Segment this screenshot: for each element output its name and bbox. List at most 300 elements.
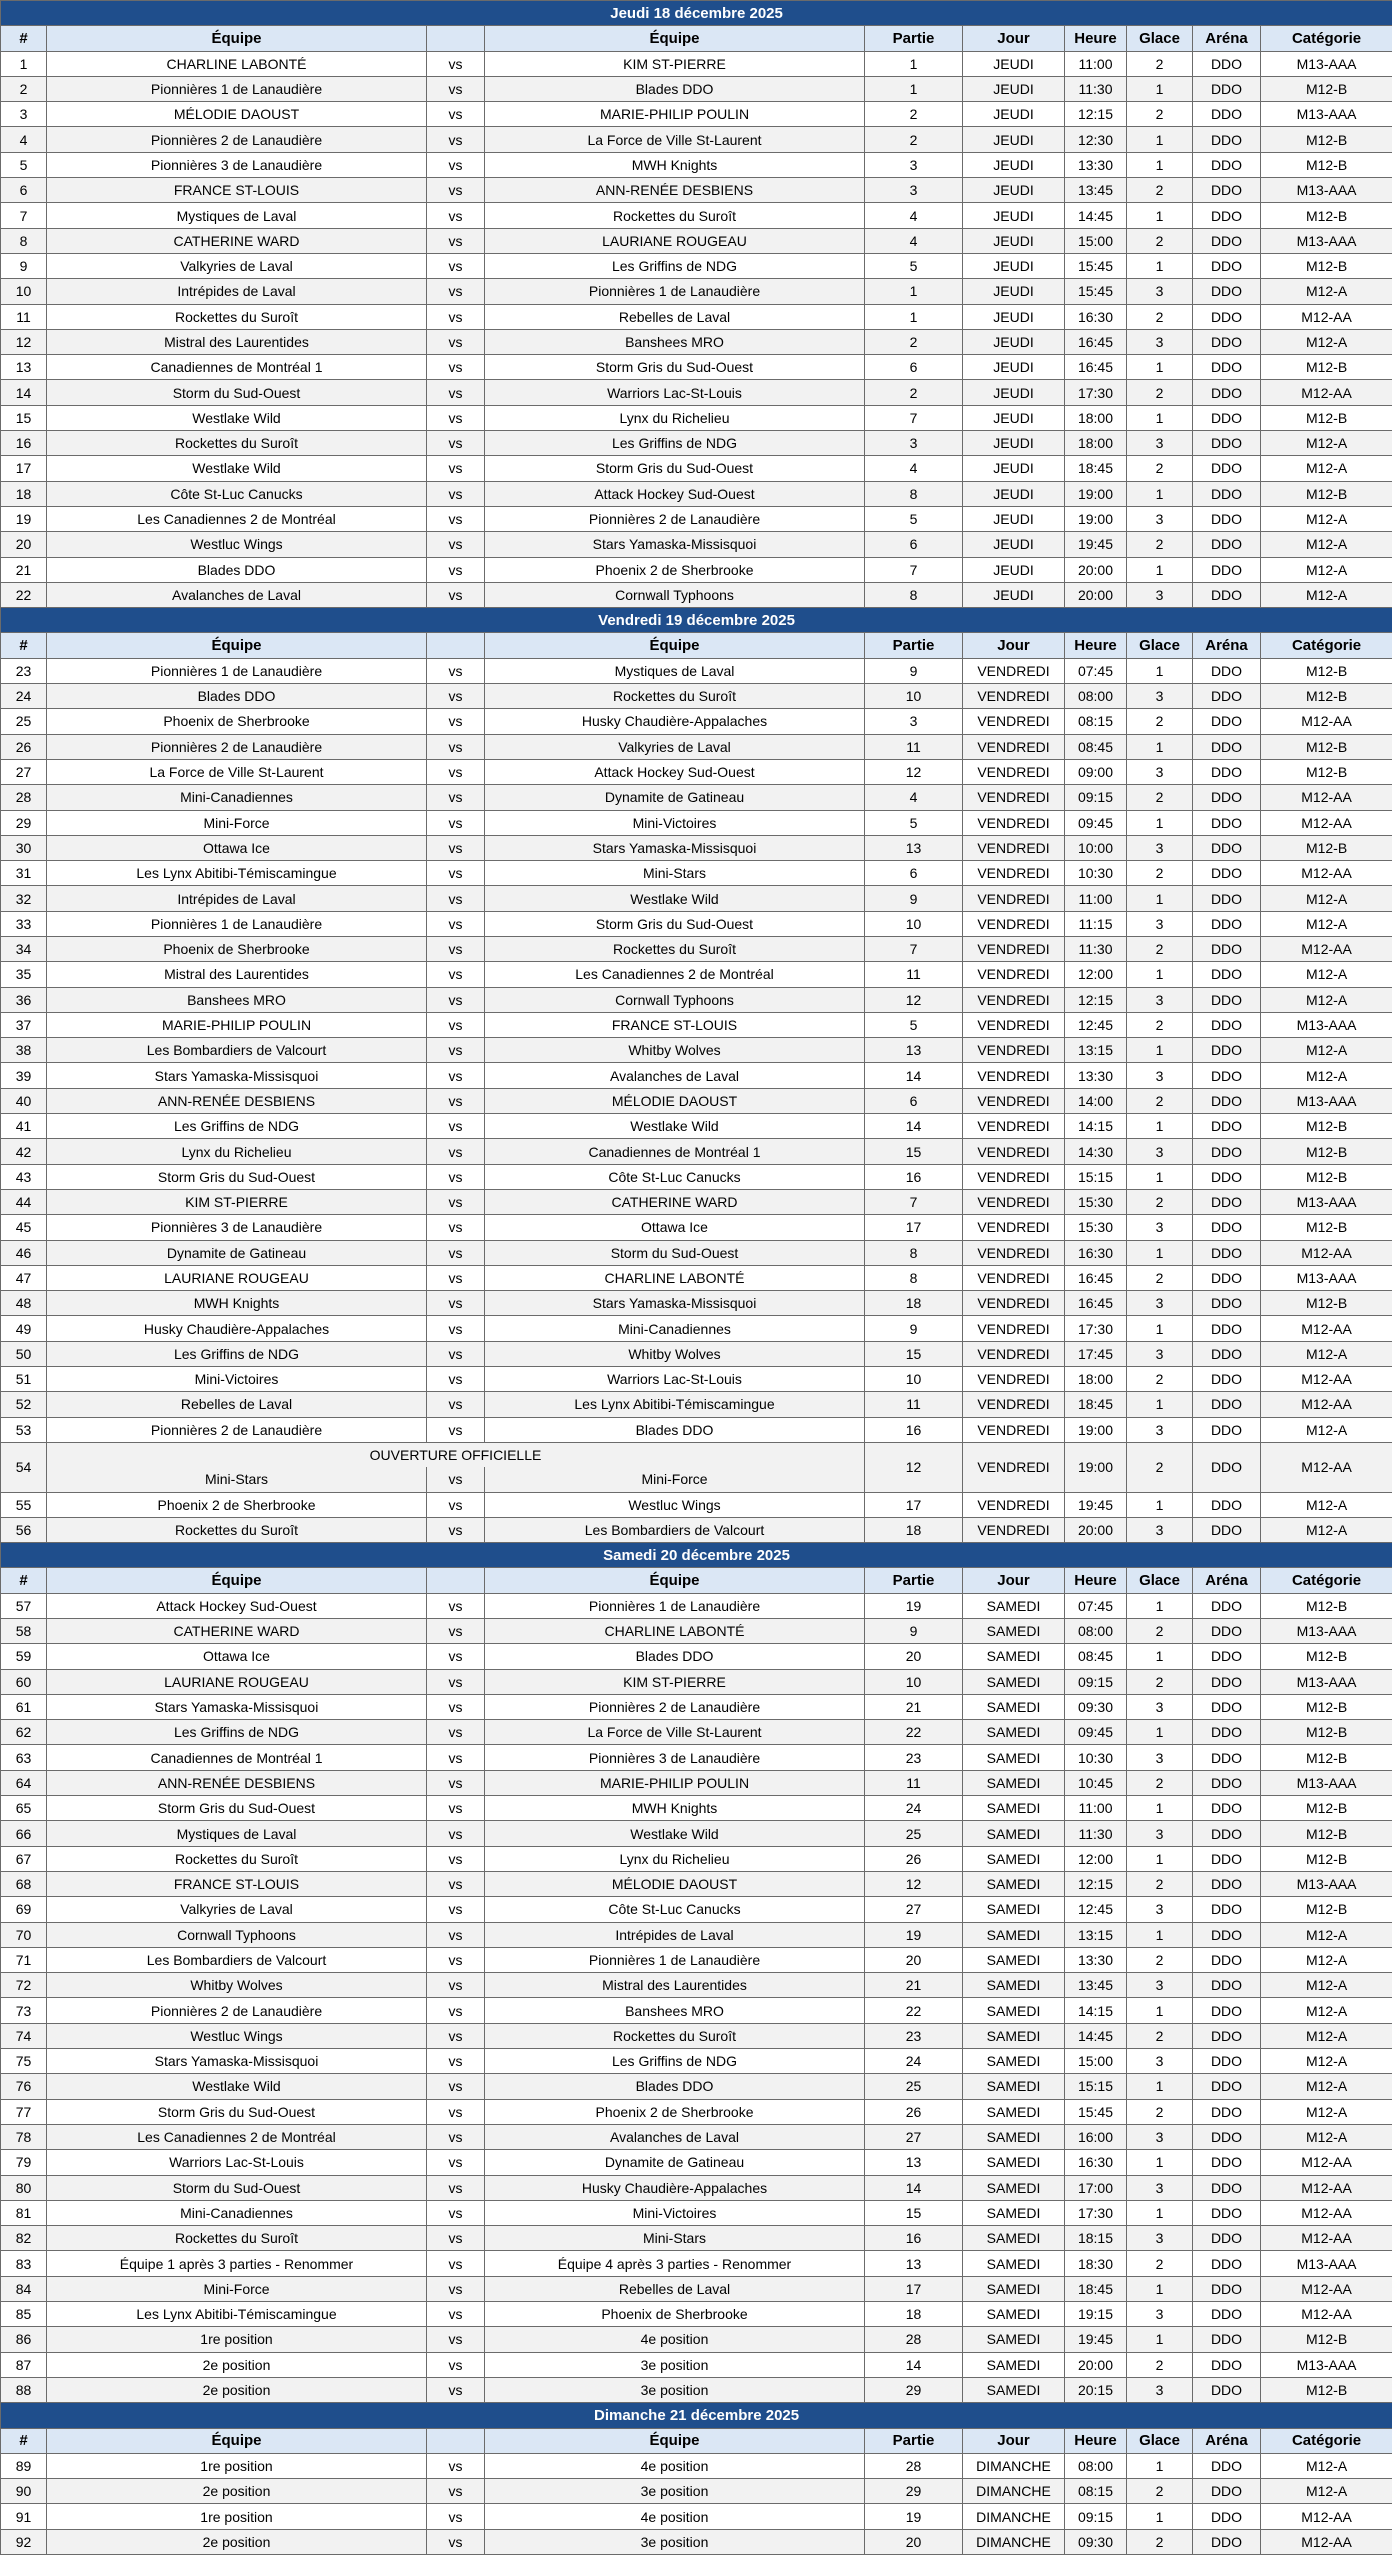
- game-partie: 9: [865, 658, 963, 683]
- home-team: Pionnières 1 de Lanaudière: [47, 911, 427, 936]
- category: M12-B: [1261, 355, 1392, 380]
- ice-number: 3: [1127, 2124, 1193, 2149]
- category: M12-B: [1261, 1593, 1392, 1618]
- column-header-home: Équipe: [47, 2428, 427, 2453]
- category: M12-B: [1261, 1821, 1392, 1846]
- home-team: Pionnières 2 de Lanaudière: [47, 127, 427, 152]
- game-time: 14:00: [1065, 1088, 1127, 1113]
- game-day: VENDREDI: [963, 911, 1065, 936]
- game-day: VENDREDI: [963, 658, 1065, 683]
- category: M12-A: [1261, 2023, 1392, 2048]
- game-day: VENDREDI: [963, 1367, 1065, 1392]
- game-time: 20:00: [1065, 1517, 1127, 1542]
- arena-name: DDO: [1193, 1240, 1261, 1265]
- away-team: Les Bombardiers de Valcourt: [485, 1517, 865, 1542]
- away-team: Avalanches de Laval: [485, 1063, 865, 1088]
- game-time: 12:15: [1065, 987, 1127, 1012]
- vs-label: vs: [427, 355, 485, 380]
- game-partie: 16: [865, 1417, 963, 1442]
- away-team: Whitby Wolves: [485, 1038, 865, 1063]
- ice-number: 1: [1127, 405, 1193, 430]
- home-team: Warriors Lac-St-Louis: [47, 2150, 427, 2175]
- ice-number: 3: [1127, 329, 1193, 354]
- home-team: Ottawa Ice: [47, 1644, 427, 1669]
- home-team: Valkyries de Laval: [47, 253, 427, 278]
- game-partie: 1: [865, 279, 963, 304]
- table-row: [1, 178, 1392, 203]
- vs-label: vs: [427, 1367, 485, 1392]
- game-partie: 26: [865, 2099, 963, 2124]
- ice-number: 2: [1127, 2023, 1193, 2048]
- table-row: [1, 1367, 1392, 1392]
- arena-name: DDO: [1193, 1215, 1261, 1240]
- day-header-row: [1, 1, 1392, 26]
- game-time: 08:00: [1065, 1619, 1127, 1644]
- ice-number: 2: [1127, 936, 1193, 961]
- game-day: JEUDI: [963, 279, 1065, 304]
- vs-label: vs: [427, 1240, 485, 1265]
- home-team: Rebelles de Laval: [47, 1392, 427, 1417]
- vs-label: vs: [427, 1417, 485, 1442]
- game-partie: 19: [865, 1593, 963, 1618]
- ice-number: 3: [1127, 1694, 1193, 1719]
- game-day: SAMEDI: [963, 2099, 1065, 2124]
- away-team: Stars Yamaska-Missisquoi: [485, 1291, 865, 1316]
- game-time: 12:00: [1065, 962, 1127, 987]
- game-partie: 17: [865, 1492, 963, 1517]
- ice-number: 3: [1127, 1341, 1193, 1366]
- table-row: [1, 102, 1392, 127]
- away-team: Husky Chaudière-Appalaches: [485, 709, 865, 734]
- game-number: 29: [1, 810, 47, 835]
- ice-number: 3: [1127, 1973, 1193, 1998]
- game-partie: 26: [865, 1846, 963, 1871]
- away-team: Cornwall Typhoons: [485, 582, 865, 607]
- away-team: CATHERINE WARD: [485, 1189, 865, 1214]
- game-day: VENDREDI: [963, 1139, 1065, 1164]
- game-number: 81: [1, 2200, 47, 2225]
- column-header-heure: Heure: [1065, 633, 1127, 658]
- vs-label: vs: [427, 2377, 485, 2402]
- vs-label: vs: [427, 2023, 485, 2048]
- game-partie: 13: [865, 1038, 963, 1063]
- away-team: Lynx du Richelieu: [485, 1846, 865, 1871]
- vs-label: vs: [427, 911, 485, 936]
- game-time: 13:30: [1065, 1947, 1127, 1972]
- table-row: [1, 355, 1392, 380]
- game-partie: 15: [865, 2200, 963, 2225]
- arena-name: DDO: [1193, 1392, 1261, 1417]
- game-time: 13:45: [1065, 1973, 1127, 1998]
- game-partie: 11: [865, 1770, 963, 1795]
- game-time: 19:45: [1065, 2327, 1127, 2352]
- game-partie: 3: [865, 709, 963, 734]
- game-number: 42: [1, 1139, 47, 1164]
- game-time: 11:15: [1065, 911, 1127, 936]
- category: M13-AAA: [1261, 1088, 1392, 1113]
- game-day: JEUDI: [963, 203, 1065, 228]
- game-time: 09:15: [1065, 2504, 1127, 2529]
- home-team: Les Bombardiers de Valcourt: [47, 1947, 427, 1972]
- vs-label: vs: [427, 1038, 485, 1063]
- game-number: 54: [1, 1442, 47, 1492]
- game-number: 12: [1, 329, 47, 354]
- game-day: JEUDI: [963, 557, 1065, 582]
- arena-name: DDO: [1193, 1164, 1261, 1189]
- arena-name: DDO: [1193, 1442, 1261, 1492]
- game-time: 18:00: [1065, 431, 1127, 456]
- game-number: 83: [1, 2251, 47, 2276]
- game-number: 61: [1, 1694, 47, 1719]
- game-partie: 21: [865, 1973, 963, 1998]
- table-row: [1, 911, 1392, 936]
- table-row: [1, 1291, 1392, 1316]
- game-partie: 4: [865, 785, 963, 810]
- game-time: 12:00: [1065, 1846, 1127, 1871]
- table-row: [1, 1038, 1392, 1063]
- vs-label: vs: [427, 785, 485, 810]
- arena-name: DDO: [1193, 1821, 1261, 1846]
- column-header-away: Équipe: [485, 26, 865, 51]
- arena-name: DDO: [1193, 1720, 1261, 1745]
- away-team: Mistral des Laurentides: [485, 1973, 865, 1998]
- home-team: Cornwall Typhoons: [47, 1922, 427, 1947]
- away-team: MARIE-PHILIP POULIN: [485, 1770, 865, 1795]
- category: M12-A: [1261, 911, 1392, 936]
- category: M12-B: [1261, 1114, 1392, 1139]
- category: M13-AAA: [1261, 102, 1392, 127]
- home-team: KIM ST-PIERRE: [47, 1189, 427, 1214]
- game-number: 46: [1, 1240, 47, 1265]
- arena-name: DDO: [1193, 1114, 1261, 1139]
- ice-number: 2: [1127, 178, 1193, 203]
- game-time: 19:45: [1065, 532, 1127, 557]
- game-day: VENDREDI: [963, 810, 1065, 835]
- game-number: 74: [1, 2023, 47, 2048]
- arena-name: DDO: [1193, 51, 1261, 76]
- table-row: [1, 203, 1392, 228]
- game-time: 19:00: [1065, 1417, 1127, 1442]
- column-header-num: #: [1, 633, 47, 658]
- away-team: Les Canadiennes 2 de Montréal: [485, 962, 865, 987]
- home-team: Les Bombardiers de Valcourt: [47, 1038, 427, 1063]
- game-time: 18:45: [1065, 1392, 1127, 1417]
- game-partie: 10: [865, 1367, 963, 1392]
- category: M12-A: [1261, 2453, 1392, 2478]
- table-row: [1, 532, 1392, 557]
- ice-number: 3: [1127, 431, 1193, 456]
- vs-label: vs: [427, 709, 485, 734]
- game-partie: 22: [865, 1720, 963, 1745]
- game-partie: 10: [865, 911, 963, 936]
- column-header-jour: Jour: [963, 633, 1065, 658]
- vs-label: vs: [427, 329, 485, 354]
- arena-name: DDO: [1193, 1644, 1261, 1669]
- category: M12-A: [1261, 987, 1392, 1012]
- home-team: Ottawa Ice: [47, 835, 427, 860]
- game-time: 15:45: [1065, 253, 1127, 278]
- home-team: 1re position: [47, 2327, 427, 2352]
- ice-number: 2: [1127, 1189, 1193, 1214]
- ice-number: 1: [1127, 2276, 1193, 2301]
- vs-label: vs: [427, 1669, 485, 1694]
- home-team: Blades DDO: [47, 684, 427, 709]
- away-team: Westlake Wild: [485, 1821, 865, 1846]
- game-number: 2: [1, 76, 47, 101]
- away-team: Cornwall Typhoons: [485, 987, 865, 1012]
- home-team: Canadiennes de Montréal 1: [47, 1745, 427, 1770]
- game-day: DIMANCHE: [963, 2504, 1065, 2529]
- game-time: 11:00: [1065, 1796, 1127, 1821]
- game-time: 12:15: [1065, 1871, 1127, 1896]
- home-team: Phoenix de Sherbrooke: [47, 709, 427, 734]
- vs-label: vs: [427, 380, 485, 405]
- game-time: 14:30: [1065, 1139, 1127, 1164]
- arena-name: DDO: [1193, 1770, 1261, 1795]
- game-day: SAMEDI: [963, 1770, 1065, 1795]
- game-number: 48: [1, 1291, 47, 1316]
- vs-label: vs: [427, 1265, 485, 1290]
- game-partie: 1: [865, 76, 963, 101]
- table-row: [1, 2175, 1392, 2200]
- home-team: Lynx du Richelieu: [47, 1139, 427, 1164]
- away-team: Storm Gris du Sud-Ouest: [485, 355, 865, 380]
- vs-label: vs: [427, 734, 485, 759]
- game-partie: 28: [865, 2453, 963, 2478]
- game-time: 18:30: [1065, 2251, 1127, 2276]
- category: M12-A: [1261, 1922, 1392, 1947]
- game-number: 77: [1, 2099, 47, 2124]
- day-title: Vendredi 19 décembre 2025: [1, 608, 1392, 633]
- table-row: [1, 228, 1392, 253]
- game-number: 67: [1, 1846, 47, 1871]
- home-team: Mystiques de Laval: [47, 203, 427, 228]
- category: M12-B: [1261, 203, 1392, 228]
- table-row: [1, 2023, 1392, 2048]
- arena-name: DDO: [1193, 734, 1261, 759]
- home-team: Mistral des Laurentides: [47, 329, 427, 354]
- game-time: 09:00: [1065, 759, 1127, 784]
- home-team: Stars Yamaska-Missisquoi: [47, 1063, 427, 1088]
- ice-number: 2: [1127, 1770, 1193, 1795]
- game-time: 17:30: [1065, 1316, 1127, 1341]
- category: M12-AA: [1261, 1367, 1392, 1392]
- game-time: 13:15: [1065, 1922, 1127, 1947]
- arena-name: DDO: [1193, 178, 1261, 203]
- home-team: Valkyries de Laval: [47, 1897, 427, 1922]
- game-number: 25: [1, 709, 47, 734]
- ice-number: 3: [1127, 1417, 1193, 1442]
- table-row: [1, 2251, 1392, 2276]
- away-team: MÉLODIE DAOUST: [485, 1088, 865, 1113]
- arena-name: DDO: [1193, 759, 1261, 784]
- away-team: Phoenix 2 de Sherbrooke: [485, 557, 865, 582]
- column-header-categorie: Catégorie: [1261, 26, 1392, 51]
- vs-label: vs: [427, 279, 485, 304]
- away-team: Les Lynx Abitibi-Témiscamingue: [485, 1392, 865, 1417]
- home-team: LAURIANE ROUGEAU: [47, 1265, 427, 1290]
- game-number: 75: [1, 2049, 47, 2074]
- arena-name: DDO: [1193, 987, 1261, 1012]
- game-number: 5: [1, 152, 47, 177]
- game-day: SAMEDI: [963, 1998, 1065, 2023]
- ice-number: 1: [1127, 2150, 1193, 2175]
- ice-number: 2: [1127, 785, 1193, 810]
- game-time: 15:30: [1065, 1215, 1127, 1240]
- ice-number: 1: [1127, 1492, 1193, 1517]
- game-partie: 22: [865, 1998, 963, 2023]
- game-day: VENDREDI: [963, 1291, 1065, 1316]
- ice-number: 2: [1127, 304, 1193, 329]
- arena-name: DDO: [1193, 1492, 1261, 1517]
- home-team: Phoenix 2 de Sherbrooke: [47, 1492, 427, 1517]
- game-partie: 2: [865, 102, 963, 127]
- game-time: 15:15: [1065, 1164, 1127, 1189]
- table-row: [1, 253, 1392, 278]
- arena-name: DDO: [1193, 1973, 1261, 1998]
- game-time: 09:15: [1065, 785, 1127, 810]
- away-team: CHARLINE LABONTÉ: [485, 1265, 865, 1290]
- home-team: Les Canadiennes 2 de Montréal: [47, 506, 427, 531]
- vs-label: vs: [427, 1341, 485, 1366]
- game-partie: 12: [865, 987, 963, 1012]
- arena-name: DDO: [1193, 1745, 1261, 1770]
- arena-name: DDO: [1193, 532, 1261, 557]
- table-row: [1, 1240, 1392, 1265]
- game-partie: 14: [865, 1063, 963, 1088]
- game-day: JEUDI: [963, 532, 1065, 557]
- table-row: [1, 1821, 1392, 1846]
- game-number: 71: [1, 1947, 47, 1972]
- table-row: [1, 431, 1392, 456]
- game-day: SAMEDI: [963, 2352, 1065, 2377]
- table-row: [1, 557, 1392, 582]
- category: M12-A: [1261, 2099, 1392, 2124]
- game-day: VENDREDI: [963, 1442, 1065, 1492]
- game-partie: 7: [865, 557, 963, 582]
- away-team: Pionnières 1 de Lanaudière: [485, 1947, 865, 1972]
- column-header-vs: [427, 2428, 485, 2453]
- game-partie: 16: [865, 1164, 963, 1189]
- ice-number: 1: [1127, 1846, 1193, 1871]
- game-partie: 20: [865, 1644, 963, 1669]
- game-partie: 2: [865, 380, 963, 405]
- column-header-num: #: [1, 1568, 47, 1593]
- away-team: Pionnières 2 de Lanaudière: [485, 506, 865, 531]
- ice-number: 1: [1127, 1038, 1193, 1063]
- game-number: 73: [1, 1998, 47, 2023]
- vs-label: vs: [427, 962, 485, 987]
- home-team: Phoenix de Sherbrooke: [47, 936, 427, 961]
- away-team: Mystiques de Laval: [485, 658, 865, 683]
- column-header-row: [1, 26, 1392, 51]
- away-team: Rockettes du Suroît: [485, 2023, 865, 2048]
- arena-name: DDO: [1193, 2327, 1261, 2352]
- vs-label: vs: [427, 684, 485, 709]
- game-number: 52: [1, 1392, 47, 1417]
- away-team: Blades DDO: [485, 2074, 865, 2099]
- table-row: [1, 2479, 1392, 2504]
- game-time: 18:00: [1065, 405, 1127, 430]
- arena-name: DDO: [1193, 2150, 1261, 2175]
- arena-name: DDO: [1193, 2175, 1261, 2200]
- category: M12-AA: [1261, 2200, 1392, 2225]
- game-number: 58: [1, 1619, 47, 1644]
- category: M12-B: [1261, 658, 1392, 683]
- game-time: 14:15: [1065, 1114, 1127, 1139]
- game-time: 16:30: [1065, 304, 1127, 329]
- home-team: MWH Knights: [47, 1291, 427, 1316]
- table-row: [1, 2276, 1392, 2301]
- away-team: Banshees MRO: [485, 1998, 865, 2023]
- category: M12-A: [1261, 1038, 1392, 1063]
- table-row: [1, 51, 1392, 76]
- category: M12-A: [1261, 962, 1392, 987]
- arena-name: DDO: [1193, 1063, 1261, 1088]
- vs-label: vs: [427, 1922, 485, 1947]
- arena-name: DDO: [1193, 2529, 1261, 2554]
- game-time: 16:45: [1065, 1291, 1127, 1316]
- category: M12-AA: [1261, 2150, 1392, 2175]
- game-time: 14:45: [1065, 2023, 1127, 2048]
- category: M12-AA: [1261, 1442, 1392, 1492]
- game-partie: 8: [865, 1265, 963, 1290]
- arena-name: DDO: [1193, 1897, 1261, 1922]
- game-number: 3: [1, 102, 47, 127]
- arena-name: DDO: [1193, 684, 1261, 709]
- ice-number: 1: [1127, 2453, 1193, 2478]
- game-time: 12:30: [1065, 127, 1127, 152]
- game-partie: 29: [865, 2377, 963, 2402]
- ice-number: 2: [1127, 2251, 1193, 2276]
- away-team: Avalanches de Laval: [485, 2124, 865, 2149]
- vs-label: vs: [427, 506, 485, 531]
- vs-label: vs: [427, 1998, 485, 2023]
- game-day: SAMEDI: [963, 2226, 1065, 2251]
- away-team: MWH Knights: [485, 1796, 865, 1821]
- ice-number: 1: [1127, 962, 1193, 987]
- game-time: 19:00: [1065, 481, 1127, 506]
- vs-label: vs: [427, 1770, 485, 1795]
- category: M13-AAA: [1261, 1770, 1392, 1795]
- arena-name: DDO: [1193, 861, 1261, 886]
- arena-name: DDO: [1193, 253, 1261, 278]
- arena-name: DDO: [1193, 1341, 1261, 1366]
- game-day: JEUDI: [963, 102, 1065, 127]
- game-number: 86: [1, 2327, 47, 2352]
- game-number: 8: [1, 228, 47, 253]
- ice-number: 2: [1127, 1265, 1193, 1290]
- table-row: [1, 2074, 1392, 2099]
- category: M12-AA: [1261, 709, 1392, 734]
- game-number: 60: [1, 1669, 47, 1694]
- category: M12-B: [1261, 1796, 1392, 1821]
- table-row: [1, 1164, 1392, 1189]
- table-row: [1, 2099, 1392, 2124]
- game-number: 41: [1, 1114, 47, 1139]
- category: M12-AA: [1261, 1392, 1392, 1417]
- home-team: Pionnières 2 de Lanaudière: [47, 734, 427, 759]
- ice-number: 3: [1127, 582, 1193, 607]
- game-number: 35: [1, 962, 47, 987]
- table-row: [1, 1316, 1392, 1341]
- game-day: JEUDI: [963, 228, 1065, 253]
- home-team: Pionnières 1 de Lanaudière: [47, 658, 427, 683]
- vs-label: vs: [427, 759, 485, 784]
- category: M12-A: [1261, 456, 1392, 481]
- game-partie: 15: [865, 1341, 963, 1366]
- game-partie: 9: [865, 886, 963, 911]
